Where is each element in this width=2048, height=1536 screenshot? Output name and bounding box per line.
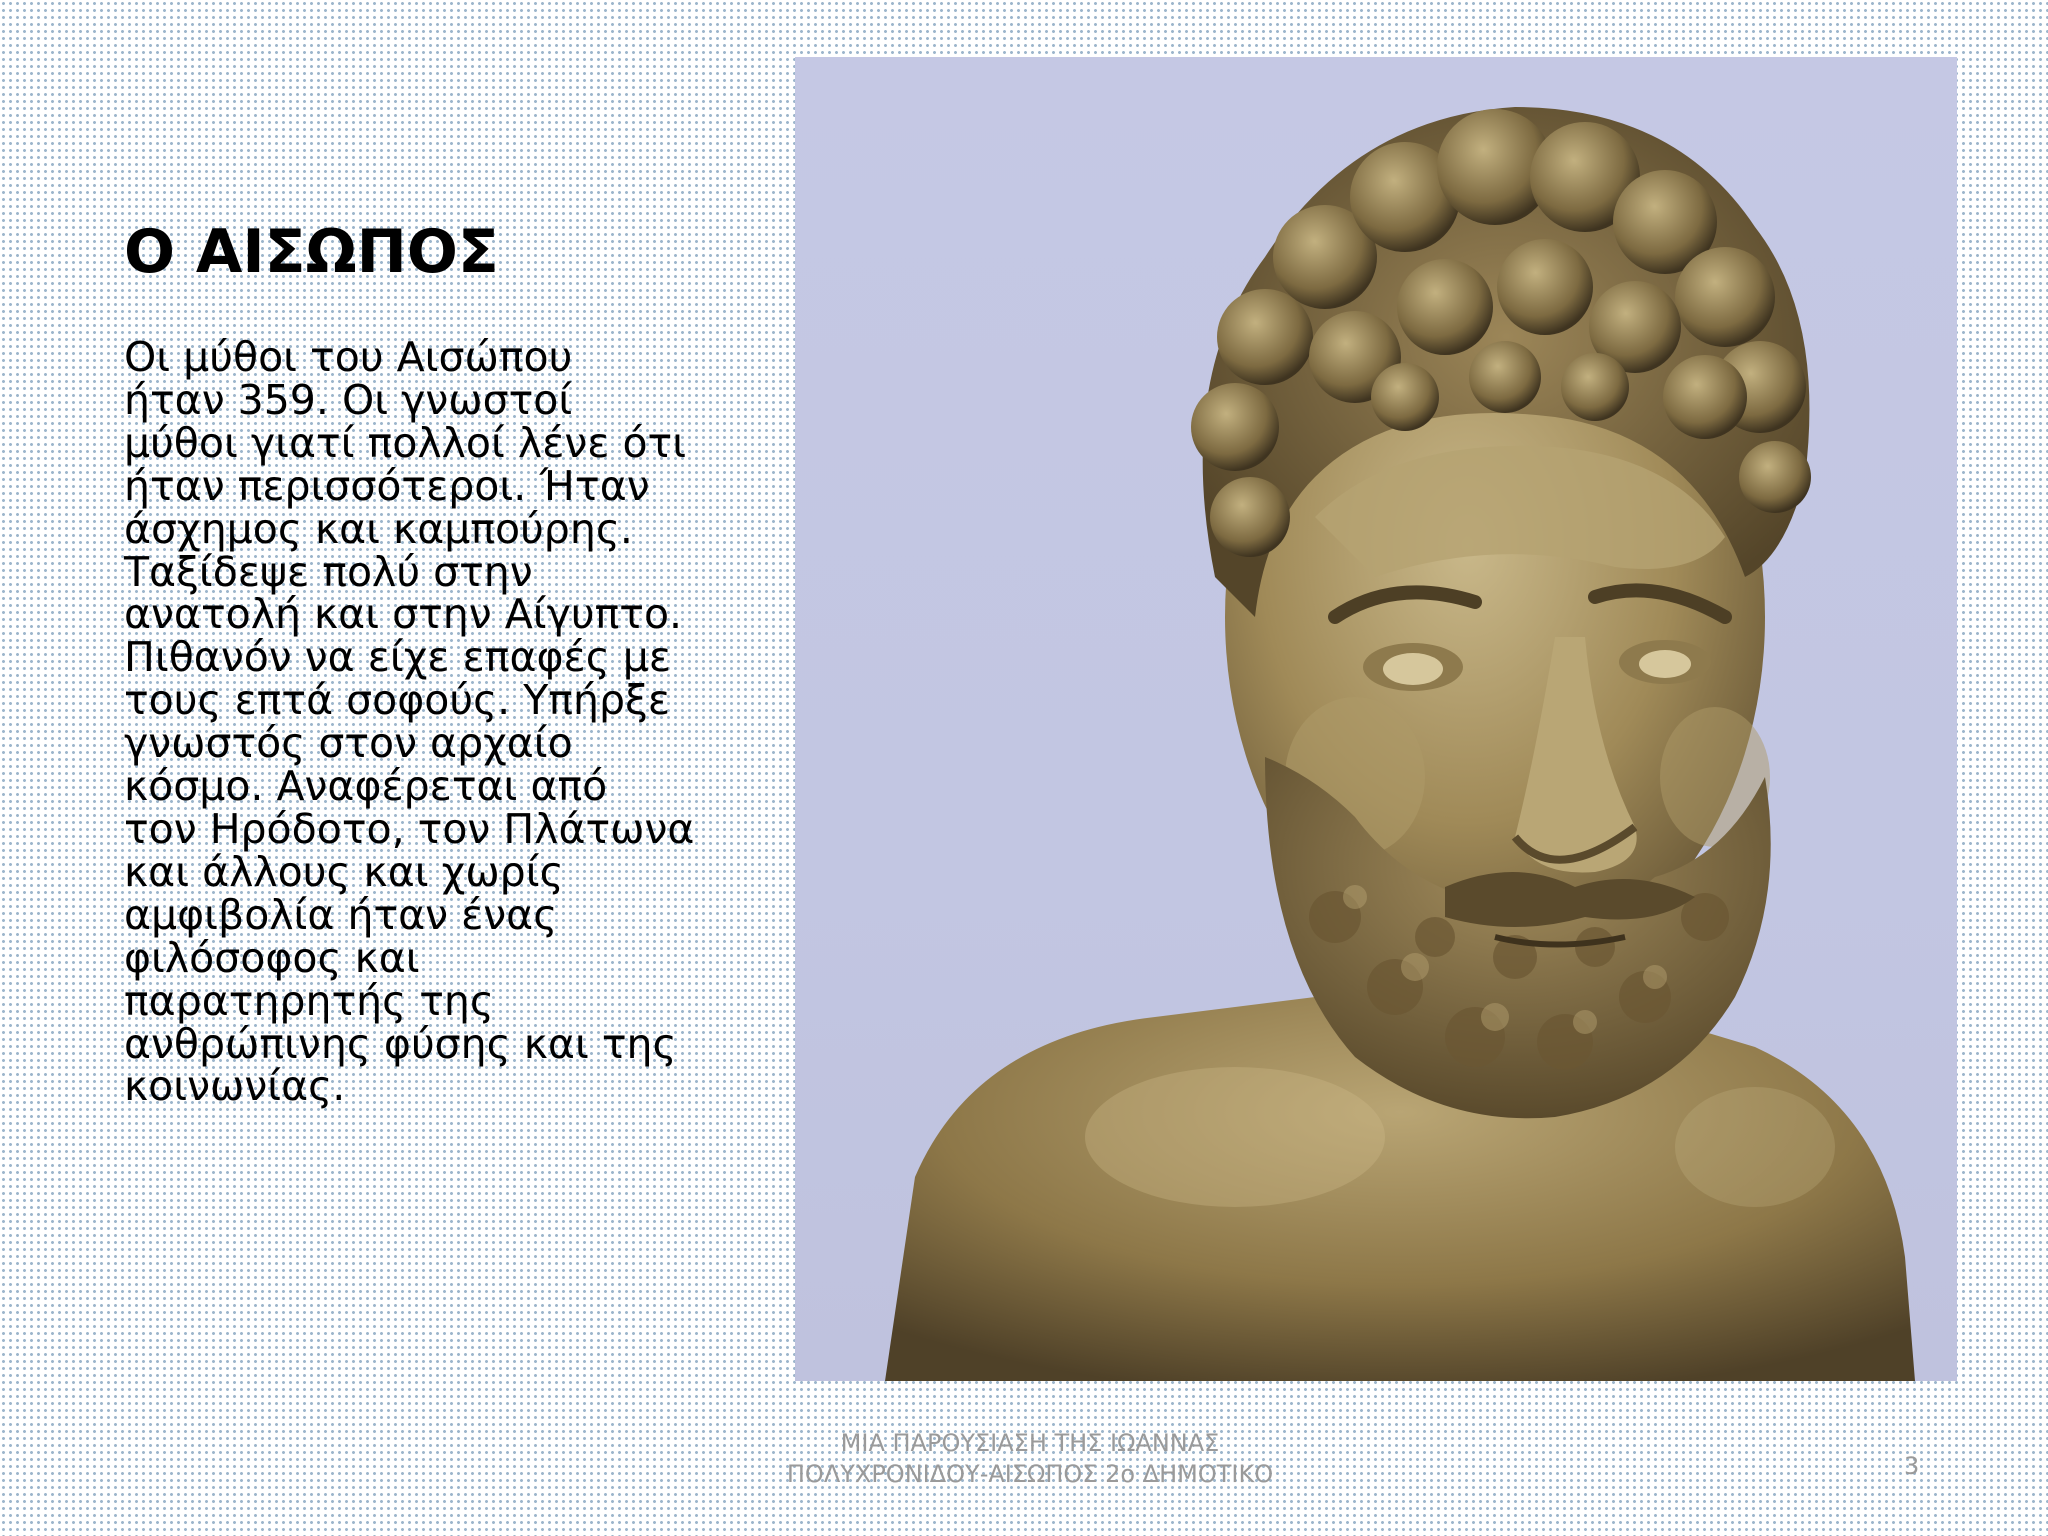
body-line: κοινωνίας. — [124, 1062, 346, 1111]
body-line: ήταν περισσότεροι. Ήταν — [124, 461, 650, 510]
body-line: Ταξίδεψε πολύ στην — [124, 547, 533, 596]
aesop-bust-photo — [795, 57, 1957, 1381]
bust-illustration — [795, 57, 1957, 1381]
body-line: αμφιβολία ήταν ένας — [124, 890, 558, 939]
body-line: ανατολή και στην Αίγυπτο. — [124, 590, 683, 639]
footer-line-2: ΠΟΛΥΧΡΟΝΙΔΟΥ-ΑΙΣΩΠΟΣ 2ο ΔΗΜΟΤΙΚΟ — [786, 1460, 1274, 1488]
body-line: φιλόσοφος και — [124, 933, 420, 982]
slide-title: Ο ΑΙΣΩΠΟΣ — [124, 217, 499, 287]
body-line: μύθοι γιατί πολλοί λένε ότι — [124, 418, 687, 467]
body-line: τους επτά σοφούς. Υπήρξε — [124, 676, 670, 725]
slide-number: 3 — [1904, 1452, 1920, 1480]
body-line: ήταν 359. Οι γνωστοί — [124, 375, 573, 424]
body-line: γνωστός στον αρχαίο — [124, 719, 573, 768]
body-line: άσχημος και καμπούρης. — [124, 504, 633, 553]
body-line: Πιθανόν να είχε επαφές με — [124, 633, 672, 682]
footer-line-1: ΜΙΑ ΠΑΡΟΥΣΙΑΣΗ ΤΗΣ ΙΩΑΝΝΑΣ — [840, 1429, 1220, 1457]
body-line: ανθρώπινης φύσης και της — [124, 1019, 677, 1068]
body-line: Οι μύθοι του Αισώπου — [124, 333, 573, 381]
body-line: κόσμο. Αναφέρεται από — [124, 762, 608, 811]
body-line: και άλλους και χωρίς — [124, 847, 564, 896]
presentation-footer — [700, 1428, 1360, 1490]
body-line: τον Ηρόδοτο, τον Πλάτωνα — [124, 804, 695, 853]
slide-body-text — [124, 333, 784, 1111]
body-line: παρατηρητής της — [124, 976, 494, 1025]
